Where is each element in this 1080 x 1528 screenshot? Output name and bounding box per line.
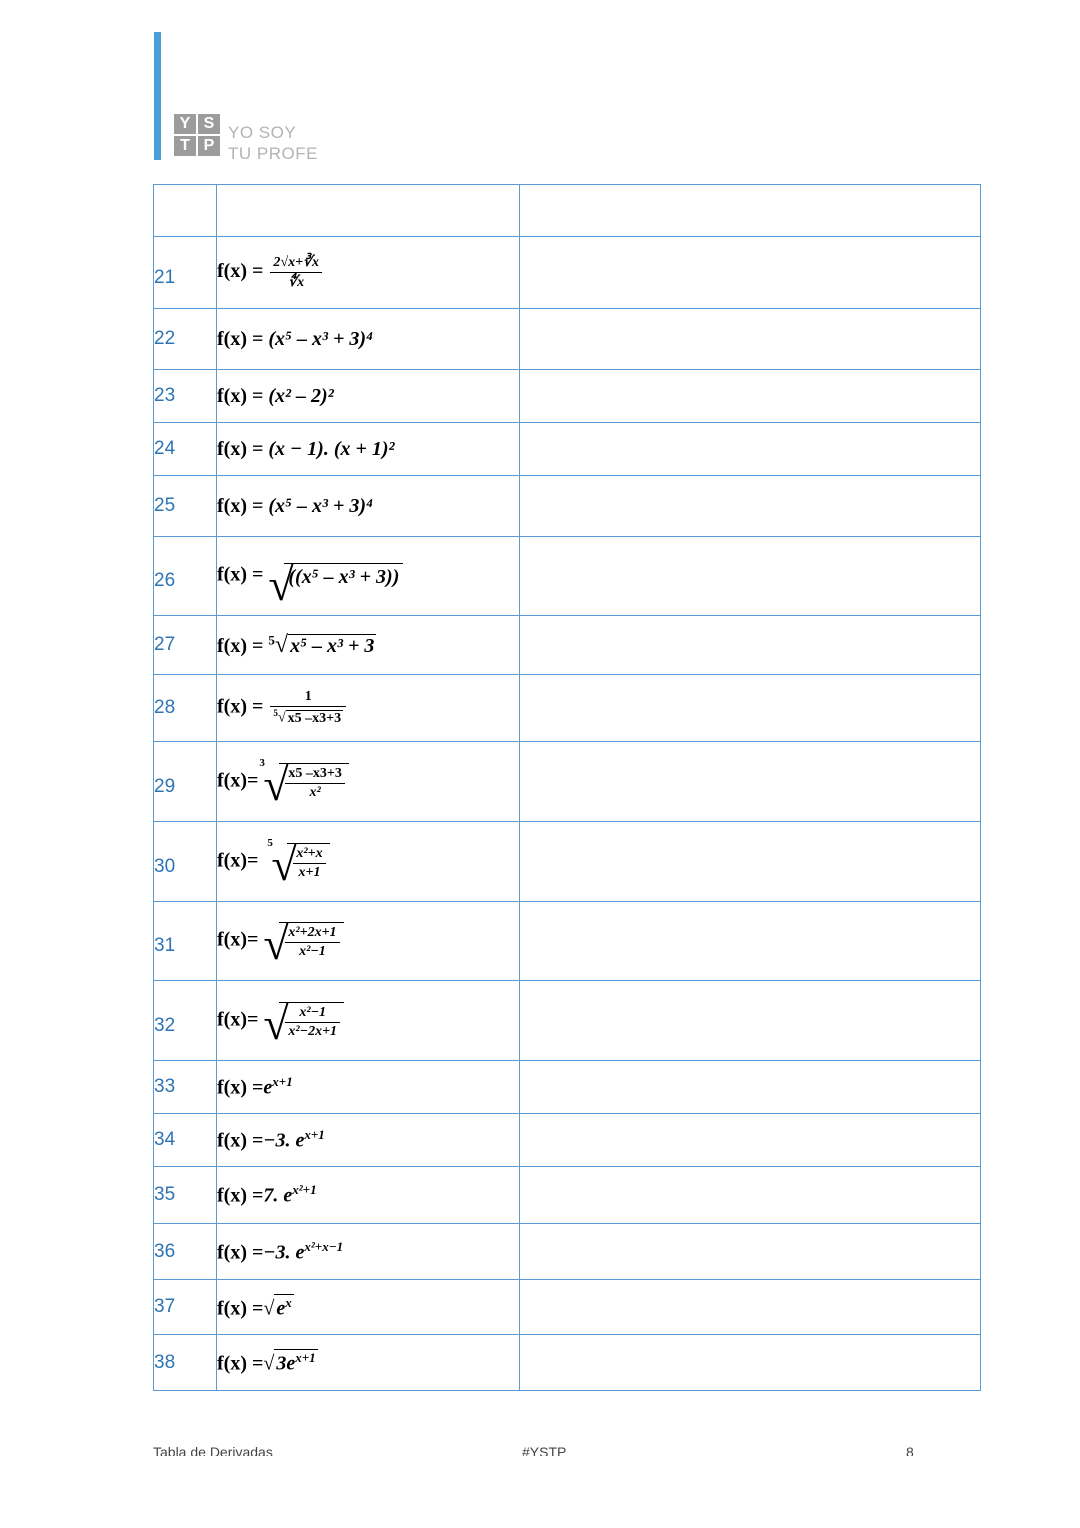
square-root [268, 559, 403, 610]
table-row [154, 1167, 981, 1224]
numerator: x²+2x+1 [285, 925, 339, 943]
row-number: 32 [154, 981, 217, 1061]
exponent: x+1 [272, 1074, 293, 1090]
formula: 3e [276, 1352, 296, 1375]
fx-label: f(x) = [217, 1352, 264, 1375]
fx-label: f(x) = [217, 494, 264, 517]
derivative-cell[interactable] [520, 309, 981, 370]
function-cell [217, 1114, 520, 1167]
fifth-root [267, 836, 329, 890]
fx-label: f(x) = [217, 327, 264, 350]
radical-icon: √ [271, 838, 297, 890]
table-row [154, 537, 981, 616]
fx-label: f(x) = [217, 634, 264, 657]
derivative-cell[interactable] [520, 1167, 981, 1224]
logo [174, 114, 220, 156]
radicand [274, 1294, 293, 1321]
table-row [154, 309, 981, 370]
function-cell [217, 1167, 520, 1224]
derivative-cell[interactable] [520, 423, 981, 476]
fx-label: f(x)= [217, 769, 259, 792]
formula: (x² – 2)² [268, 384, 334, 407]
table-row [154, 1061, 981, 1114]
derivative-cell[interactable] [520, 902, 981, 981]
function-cell [217, 616, 520, 675]
fx-label: f(x) = [217, 1184, 264, 1207]
table-row [154, 423, 981, 476]
denominator: x²−1 [299, 944, 326, 959]
function-cell [217, 1224, 520, 1280]
root-index: 5 [268, 631, 275, 647]
fx-label: f(x) = [217, 384, 264, 407]
radical-icon: √ [263, 1352, 275, 1375]
derivative-cell[interactable] [520, 1224, 981, 1280]
fraction [285, 766, 344, 801]
table-row [154, 476, 981, 537]
denominator: ∜x [288, 275, 305, 290]
logo-line-1: YO SOY [228, 123, 297, 142]
footer-title: Tabla de Derivadas [153, 1444, 273, 1456]
row-number: 28 [154, 675, 217, 742]
derivative-cell[interactable] [520, 1061, 981, 1114]
row-number: 23 [154, 370, 217, 423]
formula: e [276, 1297, 286, 1320]
root-index: 5 [273, 708, 278, 719]
logo-text [228, 122, 318, 164]
derivative-cell[interactable] [520, 476, 981, 537]
row-number: 34 [154, 1114, 217, 1167]
derivative-cell[interactable] [520, 1335, 981, 1391]
exponent: x [285, 1294, 292, 1310]
function-cell [217, 1280, 520, 1335]
derivative-cell[interactable] [520, 822, 981, 902]
function-cell [217, 675, 520, 742]
root-index: 3 [259, 756, 265, 769]
exponent: x²+x−1 [304, 1238, 344, 1254]
header-cell-derivative [520, 185, 981, 237]
fx-label: f(x) = [217, 563, 264, 586]
radicand: x⁵ – x³ + 3 [290, 634, 375, 657]
function-cell [217, 237, 520, 309]
table-row [154, 1224, 981, 1280]
brand-bar [154, 32, 161, 160]
exponent: x+1 [304, 1127, 325, 1143]
denominator: x+1 [298, 864, 321, 880]
fraction [293, 846, 325, 881]
root-index: 5 [267, 836, 273, 849]
fx-label: f(x)= [217, 1008, 259, 1031]
function-cell [217, 981, 520, 1061]
fx-label: f(x) = [217, 695, 264, 718]
table-row [154, 1114, 981, 1167]
function-cell [217, 742, 520, 822]
derivative-cell[interactable] [520, 370, 981, 423]
derivatives-table [153, 184, 981, 1391]
function-cell [217, 423, 520, 476]
formula: −3. e [263, 1129, 305, 1152]
formula: (x⁵ – x³ + 3)⁴ [268, 327, 374, 350]
radical-icon: √ [263, 1297, 275, 1320]
fx-label: f(x) = [217, 437, 264, 460]
logo-letter-p: P [198, 136, 220, 156]
logo-letter-y: Y [174, 114, 196, 134]
square-root [263, 997, 344, 1049]
radicand [279, 1002, 344, 1040]
logo-line-2: TU PROFE [228, 144, 318, 163]
row-number: 35 [154, 1167, 217, 1224]
fx-label: f(x) = [217, 1129, 264, 1152]
derivative-cell[interactable] [520, 675, 981, 742]
table-row [154, 981, 981, 1061]
radical-icon: √ [268, 559, 294, 610]
fx-label: f(x) = [217, 1076, 264, 1099]
fx-label: f(x) = [217, 1241, 264, 1264]
row-number: 24 [154, 423, 217, 476]
row-number: 37 [154, 1280, 217, 1335]
row-number: 38 [154, 1335, 217, 1391]
function-cell [217, 537, 520, 616]
row-number: 29 [154, 742, 217, 822]
formula: 7. e [263, 1184, 293, 1207]
row-number: 31 [154, 902, 217, 981]
table-row [154, 370, 981, 423]
table-row [154, 616, 981, 675]
function-cell [217, 902, 520, 981]
header-cell-function [217, 185, 520, 237]
table-row [154, 742, 981, 822]
row-number: 25 [154, 476, 217, 537]
function-cell [217, 370, 520, 423]
denominator: $^5$√ x5 –x3+3 [273, 708, 342, 726]
radical-icon: √ [274, 631, 289, 658]
numerator: x²−1 [285, 1005, 340, 1023]
function-cell [217, 1335, 520, 1391]
table-row [154, 1280, 981, 1335]
radical-icon: √ [263, 918, 289, 969]
function-cell [217, 1061, 520, 1114]
logo-letter-s: S [198, 114, 220, 134]
fraction [285, 925, 339, 960]
header-cell-num [154, 185, 217, 237]
footer-hashtag: #YSTP [522, 1444, 567, 1456]
derivative-cell[interactable] [520, 1280, 981, 1335]
row-number: 21 [154, 237, 217, 309]
derivative-cell[interactable] [520, 742, 981, 822]
numerator: 1 [270, 689, 346, 707]
fraction [285, 1005, 340, 1040]
derivative-cell[interactable] [520, 1114, 981, 1167]
table-header-row [154, 185, 981, 237]
formula: (x − 1). (x + 1)² [268, 437, 395, 460]
radicand [279, 922, 343, 960]
row-number: 30 [154, 822, 217, 902]
formula: e [263, 1076, 273, 1099]
fx-label: f(x)= [217, 928, 259, 951]
numerator: 2√x+∛x [270, 254, 322, 273]
fraction [270, 689, 346, 727]
row-number: 26 [154, 537, 217, 616]
fx-label: f(x)= [217, 849, 259, 872]
radicand: ((x⁵ – x³ + 3)) [284, 563, 403, 589]
row-number: 36 [154, 1224, 217, 1280]
radicand [274, 1349, 317, 1376]
numerator: x²+x [293, 846, 325, 864]
fx-label: f(x) = [217, 1297, 264, 1320]
radicand [279, 763, 348, 801]
table-row [154, 822, 981, 902]
cube-root [259, 756, 348, 810]
exponent: x²+1 [292, 1182, 317, 1198]
row-number: 22 [154, 309, 217, 370]
formula: (x⁵ – x³ + 3)⁴ [268, 494, 374, 517]
table-row [154, 675, 981, 742]
table-row [154, 1335, 981, 1391]
table-row [154, 902, 981, 981]
fraction [270, 254, 322, 291]
function-cell [217, 476, 520, 537]
formula: −3. e [263, 1241, 305, 1264]
page-number: 8 [906, 1444, 914, 1456]
table-row [154, 237, 981, 309]
denominator: x²−2x+1 [288, 1023, 338, 1039]
radical-icon: √ [263, 997, 289, 1049]
numerator: x5 –x3+3 [285, 766, 344, 784]
derivative-cell[interactable] [520, 616, 981, 675]
radicand: x5 –x3+3 [287, 710, 342, 726]
page-footer [0, 1444, 1080, 1456]
fx-label: f(x) = [217, 260, 264, 283]
derivative-cell[interactable] [520, 537, 981, 616]
derivative-cell[interactable] [520, 237, 981, 309]
radical-icon: √ [263, 758, 289, 810]
function-cell [217, 309, 520, 370]
square-root [263, 918, 343, 969]
function-cell [217, 822, 520, 902]
exponent: x+1 [295, 1350, 316, 1366]
row-number: 27 [154, 616, 217, 675]
logo-letter-t: T [174, 136, 196, 156]
row-number: 33 [154, 1061, 217, 1114]
denominator: x² [309, 784, 321, 800]
derivative-cell[interactable] [520, 981, 981, 1061]
